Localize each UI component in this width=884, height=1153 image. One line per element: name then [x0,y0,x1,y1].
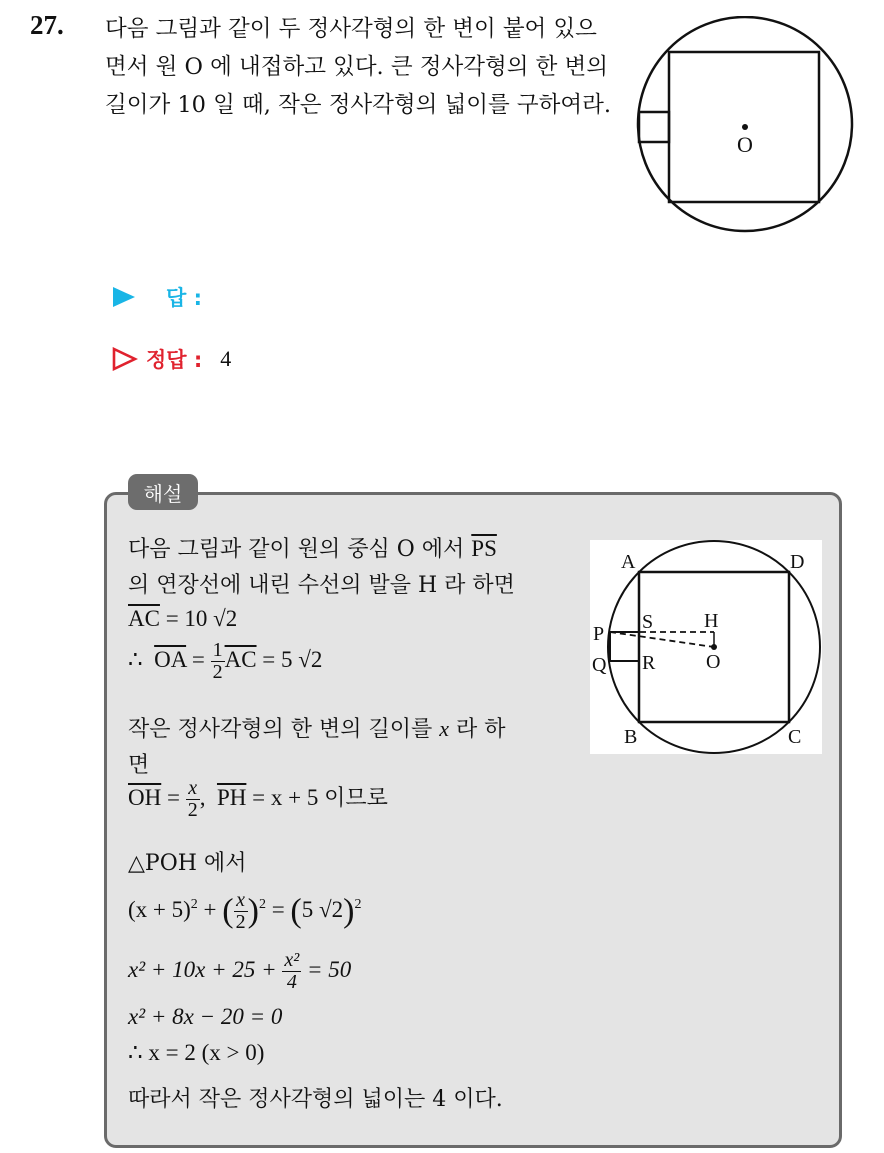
play-icon [112,286,136,308]
solution-line-oh: $\overline{OH}$ = $\frac{x}{2}$ , $\overline{PH} = x + 5$ 이므로 [128,777,388,821]
solution-tag: 해설 [128,474,198,510]
solution-line-ac: $\overline{AC} = 10$ √2 [128,606,238,631]
label-h: H [704,610,719,632]
answer-label: 답 : [166,286,202,310]
correct-answer-label: 정답 : [146,348,203,372]
fraction-half: $\frac{1}{2}$ [212,639,223,683]
question-number: 27. [30,10,64,40]
solution-conclusion: 따라서 작은 정사각형의 넓이는 4 이다. [128,1087,503,1112]
label-s: S [642,611,654,633]
equation-4: ∴ x = 2 (x > 0) [128,1040,265,1065]
label-b: B [624,726,638,748]
label-c: C [788,726,802,748]
label-d: D [790,551,805,573]
question-figure [635,16,855,241]
solution-line-5: 작은 정사각형의 한 변의 길이를 x 라 하 [128,716,506,742]
question-text: 다음 그림과 같이 두 정사각형의 한 변이 붙어 있으면서 원 O 에 내접하고 있다. 큰 정사각형의 한 변의 길이가 10 일 때, 작은 정사각형의 넓이를 구하여라. [105,16,611,118]
solution-triangle-line: △POH 에서 [128,851,247,876]
equation-1: $(x + 5)^2$ + ( $\frac{x}{2}$ )$^2$ = (5 √2)$^2$ [128,889,362,933]
equation-3: x² + 8x − 20 = 0 [128,1004,283,1029]
solution-line-1: 다음 그림과 같이 원의 중심 O 에서 $\overline{PS}$ [128,536,497,562]
label-p: P [593,623,605,645]
solution-figure [590,540,822,754]
solution-line-2: 의 연장선에 내린 수선의 발을 H 라 하면 [128,573,515,598]
equation-2: x² + 10x + 25 + $\frac{\text{x²}}{4}$ = 50 [128,949,352,993]
label-o: O [706,651,721,673]
segment-ps: $\overline{PS}$ [471,536,497,561]
label-r: R [642,652,656,674]
label-a: A [621,551,636,573]
label-q: Q [592,654,607,676]
center-label: O [737,132,753,157]
correct-answer-row [112,344,231,374]
outline-play-icon [112,347,138,371]
fraction-x-over-2: $\frac{x}{2}$ [187,777,198,821]
correct-answer-value: 4 [220,346,232,371]
solution-line-6: 면 [128,753,150,778]
center-point [742,124,748,130]
small-square [639,112,669,142]
solution-line-oa: ∴ $\overline{OA}$ = $\frac{1}{2}$ $\overline{AC} = 5$ √2 [128,639,323,683]
answer-row [112,282,202,312]
